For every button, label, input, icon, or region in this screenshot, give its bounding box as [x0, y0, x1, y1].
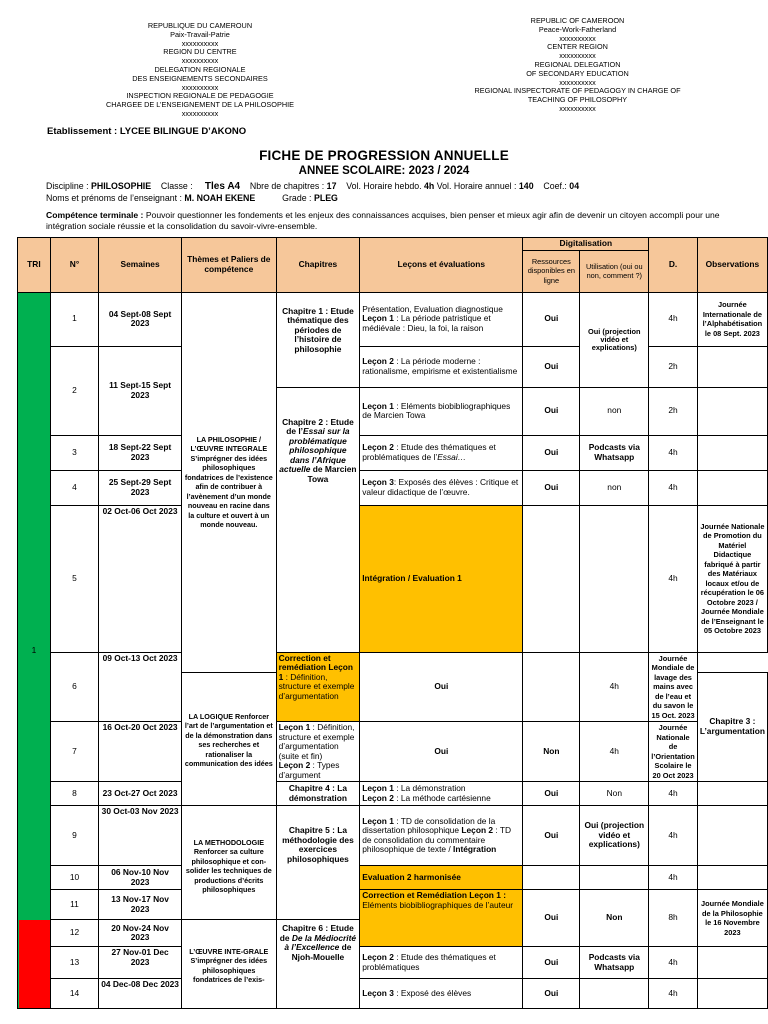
header-right-line: REGIONAL DELEGATION: [534, 59, 621, 69]
header-left-line: xxxxxxxxxx: [181, 82, 219, 92]
row-resources: Oui: [523, 470, 580, 505]
chapter-4: Chapitre 4 : La démonstration: [276, 782, 360, 806]
header-left-line: INSPECTION REGIONALE DE PEDAGOGIE: [126, 91, 274, 101]
competence-terminale: Compétence terminale : Pouvoir questionner les fondements et les enjeux des connaissances acquises, bien penser et mieux agir afin de devenir un citoyen accompli pour une intégration sociale réussie et la consolidation du savoir-vivre-ensemble.: [46, 210, 720, 231]
header-left-line: xxxxxxxxxx: [181, 108, 219, 118]
row-usage: non: [580, 387, 649, 435]
row-duration: 4h: [580, 652, 649, 722]
row-number: 14: [50, 979, 98, 1009]
row-lesson: Correction et Remédiation Leçon 1 : Eléments biobibliographiques de l’auteur: [360, 890, 523, 947]
row-number: 4: [50, 470, 98, 505]
row-number: 13: [50, 947, 98, 979]
row-resources: Oui: [523, 890, 580, 947]
row-usage: Podcasts via Whatsapp: [580, 947, 649, 979]
header-left-line: DES ENSEIGNEMENTS SECONDAIRES: [132, 73, 268, 83]
row-weeks: 16 Oct-20 Oct 2023: [99, 722, 182, 782]
row-observation: [697, 387, 767, 435]
row-number: 2: [50, 346, 98, 435]
row-weeks: 18 Sept-22 Sept 2023: [99, 435, 182, 470]
header-right-line: xxxxxxxxxx: [559, 51, 596, 61]
row-duration: 4h: [649, 947, 698, 979]
meta-line-1: Discipline : PHILOSOPHIE Classe : Tles A4 Nbre de chapitres : 17 Vol. Horaire hebdo. 4h Vol. Horaire annuel : 140 Coef.: 04: [46, 181, 580, 192]
row-lesson: Evaluation 2 harmonisée: [360, 866, 523, 890]
row-usage: Non: [580, 890, 649, 947]
row-observation: [697, 782, 767, 806]
row-observation: Journée Mondiale de lavage des mains avec de l’eau et du savon le 15 Oct. 2023: [649, 652, 698, 722]
row-number: 5: [50, 505, 98, 652]
row-duration: 4h: [649, 782, 698, 806]
row-duration: 2h: [649, 387, 698, 435]
row-number: 7: [50, 722, 98, 782]
row-resources: Oui: [360, 722, 523, 782]
row-resources: [523, 505, 580, 652]
row-usage: [580, 505, 649, 652]
row-observation: [697, 866, 767, 890]
row-resources: Oui: [523, 346, 580, 387]
row-observation: [697, 470, 767, 505]
col-utilisation: Utilisation (oui ou non, comment ?): [580, 250, 649, 292]
theme-methodologie: LA METHODOLOGIE Renforcer sa culture philosophique et con-solider les techniques de productions d’écrits philosophiques: [182, 806, 277, 920]
etablissement: Etablissement : LYCEE BILINGUE D’AKONO: [47, 126, 247, 137]
row-resources: Oui: [523, 947, 580, 979]
row-number: 11: [50, 890, 98, 920]
header-right-line: REPUBLIC OF CAMEROON: [530, 16, 625, 25]
row-usage: Oui (projection vidéo et explications): [580, 292, 649, 387]
row-resources: Oui: [523, 435, 580, 470]
row-usage: [523, 652, 580, 722]
col-d: D.: [649, 238, 698, 293]
tri-cell: 1: [18, 292, 51, 1009]
header-right-line: TEACHING OF PHILOSOPHY: [527, 95, 628, 105]
row-duration: 4h: [649, 505, 698, 652]
row-duration: 4h: [649, 292, 698, 346]
row-weeks: 27 Nov-01 Dec 2023: [99, 947, 182, 979]
chapter-2: Chapitre 2 : Etude de l’Essai sur la problématique philosophique dans l’Afrique actuelle de Marcien Towa: [276, 387, 360, 652]
row-weeks: 23 Oct-27 Oct 2023: [99, 782, 182, 806]
row-lesson: Leçon 1 : Eléments biobibliographiques de Marcien Towa: [360, 387, 523, 435]
col-no: N°: [50, 238, 98, 293]
row-usage: [580, 866, 649, 890]
chapter-3: Chapitre 3 : L’argumentation: [697, 672, 767, 782]
header-left-line: REGION DU CENTRE: [163, 47, 237, 57]
row-lesson: Intégration / Evaluation 1: [360, 505, 523, 652]
row-lesson: Leçon 3: Exposés des élèves : Critique et valeur didactique de l’œuvre.: [360, 470, 523, 505]
header-right-line: REGIONAL INSPECTORATE OF PEDAGOGY IN CHARGE OF: [474, 86, 681, 96]
row-number: 3: [50, 435, 98, 470]
header-right-line: xxxxxxxxxx: [559, 103, 596, 113]
row-duration: 4h: [580, 722, 649, 782]
header-left-line: Paix-Travail-Patrie: [170, 29, 230, 39]
row-lesson: Leçon 3 : Exposé des élèves: [360, 979, 523, 1009]
row-observation: [697, 435, 767, 470]
row-lesson: Correction et remédiation Leçon 1 : Définition, structure et exemple d’argumentation: [276, 652, 360, 722]
row-lesson: Leçon 2 : Etude des thématiques et problématiques de l’Essai…: [360, 435, 523, 470]
row-duration: 4h: [649, 866, 698, 890]
row-observation: Journée Mondiale de la Philosophie le 16 Novembre 2023: [697, 890, 767, 947]
col-themes: Thèmes et Paliers de compétence: [182, 238, 277, 293]
row-lesson: Leçon 2 : La période moderne : rationalisme, empirisme et existentialisme: [360, 346, 523, 387]
col-chapitres: Chapitres: [276, 238, 360, 293]
row-resources: Oui: [523, 806, 580, 866]
row-weeks: 06 Nov-10 Nov 2023: [99, 866, 182, 890]
row-resources: Oui: [523, 292, 580, 346]
row-duration: 4h: [649, 806, 698, 866]
header-left-line: xxxxxxxxxx: [181, 38, 219, 48]
row-usage: Non: [580, 782, 649, 806]
theme-oeuvre-integrale: L’ŒUVRE INTE-GRALE S’imprégner des idées philosophiques fondatrices de l’exis-: [182, 920, 277, 1009]
row-observation: [697, 947, 767, 979]
theme-logique: LA LOGIQUE Renforcer l’art de l’argumentation et de la démonstration dans ses recherches et rationaliser la communication des idées: [182, 672, 277, 806]
row-resources: Oui: [360, 652, 523, 722]
row-usage: [580, 979, 649, 1009]
col-digitalisation: Digitalisation: [523, 238, 649, 251]
header-right-line: OF SECONDARY EDUCATION: [526, 68, 629, 78]
row-observation: Journée Nationale de l’Orientation Scolaire le 20 Oct 2023: [649, 722, 698, 782]
row-weeks: 13 Nov-17 Nov 2023: [99, 890, 182, 920]
row-observation: [697, 979, 767, 1009]
header-right: [445, 17, 710, 114]
chapter-6: Chapitre 6 : Etude de De la Médiocrité à l’Excellence de Njoh-Mouelle: [276, 920, 360, 1009]
row-lesson: Leçon 1 : TD de consolidation de la dissertation philosophique Leçon 2 : TD de consolidation du commentaire philosophique de texte / Intégration: [360, 806, 523, 866]
row-weeks: 04 Sept-08 Sept 2023: [99, 292, 182, 346]
row-duration: 8h: [649, 890, 698, 947]
row-usage: Podcasts via Whatsapp: [580, 435, 649, 470]
row-usage: Oui (projection vidéo et explications): [580, 806, 649, 866]
header-left-line: REPUBLIQUE DU CAMEROUN: [147, 21, 253, 30]
col-ressources: Ressources disponibles en ligne: [523, 250, 580, 292]
row-duration: 4h: [649, 470, 698, 505]
row-duration: 2h: [649, 346, 698, 387]
chapter-5: Chapitre 5 : La méthodologie des exercices philosophiques: [276, 806, 360, 920]
page-subtitle: ANNEE SCOLAIRE: 2023 / 2024: [298, 165, 470, 177]
row-weeks: 11 Sept-15 Sept 2023: [99, 346, 182, 435]
progression-table: [17, 237, 768, 1009]
row-usage: non: [580, 470, 649, 505]
header-right-line: Peace-Work-Fatherland: [538, 24, 617, 34]
row-lesson: Présentation, Evaluation diagnostique Leçon 1 : La période patristique et médiévale : Dieu, la foi, la raison: [360, 292, 523, 346]
row-weeks: 09 Oct-13 Oct 2023: [99, 652, 182, 722]
header-right-line: xxxxxxxxxx: [559, 77, 596, 87]
row-weeks: 04 Dec-08 Dec 2023: [99, 979, 182, 1009]
row-observation: [697, 346, 767, 387]
page-title: FICHE DE PROGRESSION ANNUELLE: [259, 148, 509, 163]
row-observation: [697, 806, 767, 866]
row-weeks: 30 Oct-03 Nov 2023: [99, 806, 182, 866]
header-right-line: xxxxxxxxxx: [559, 33, 596, 43]
row-resources: Oui: [523, 387, 580, 435]
col-observations: Observations: [697, 238, 767, 293]
header-left: [80, 22, 320, 119]
row-resources: Oui: [523, 782, 580, 806]
row-resources: [523, 866, 580, 890]
row-number: 9: [50, 806, 98, 866]
row-duration: 4h: [649, 435, 698, 470]
row-number: 1: [50, 292, 98, 346]
row-number: 8: [50, 782, 98, 806]
row-weeks: 25 Sept-29 Sept 2023: [99, 470, 182, 505]
row-observation: Journée Internationale de l’Alphabétisation le 08 Sept. 2023: [697, 292, 767, 346]
row-resources: Oui: [523, 979, 580, 1009]
row-usage: Non: [523, 722, 580, 782]
tri-red-band: [19, 920, 51, 1008]
row-weeks: 02 Oct-06 Oct 2023: [99, 505, 182, 652]
header-left-line: CHARGEE DE L’ENSEIGNEMENT DE LA PHILOSOPHIE: [105, 100, 294, 110]
row-lesson: Leçon 1 : Définition, structure et exemple d’argumentation (suite et fin) Leçon 2 : Types d’argument: [276, 722, 360, 782]
row-number: 6: [50, 652, 98, 722]
row-duration: 4h: [649, 979, 698, 1009]
chapter-1: Chapitre 1 : Etude thématique des périodes de l’histoire de philosophie: [276, 292, 360, 387]
header-left-line: xxxxxxxxxx: [181, 56, 219, 66]
row-number: 12: [50, 920, 98, 947]
header-left-line: DELEGATION REGIONALE: [154, 64, 246, 74]
header-right-line: CENTER REGION: [547, 42, 608, 52]
row-lesson: Leçon 2 : Etude des thématiques et problématiques: [360, 947, 523, 979]
col-lecons: Leçons et évaluations: [360, 238, 523, 293]
col-tri: TRI: [18, 238, 51, 293]
row-number: 10: [50, 866, 98, 890]
row-weeks: 20 Nov-24 Nov 2023: [99, 920, 182, 947]
row-lesson: Leçon 1 : La démonstration Leçon 2 : La méthode cartésienne: [360, 782, 523, 806]
theme-philosophie: LA PHILOSOPHIE / L’ŒUVRE INTEGRALE S’imprégner des idées philosophiques fondatrices de l’existence afin de contribuer à l’avènement d’un monde nouveau en racine dans la culture et ouvert à un monde nouveau.: [182, 292, 277, 672]
col-semaines: Semaines: [99, 238, 182, 293]
meta-line-2: Noms et prénoms de l’enseignant : M. NOAH EKENE Grade : PLEG: [46, 193, 338, 203]
row-observation: Journée Nationale de Promotion du Matériel Didactique fabriqué à partir des Matériaux locaux et/ou de récupération le 06 Octobre 2023 / Journée Mondiale de l’Enseignant le 05 Octobre 2023: [697, 505, 767, 652]
